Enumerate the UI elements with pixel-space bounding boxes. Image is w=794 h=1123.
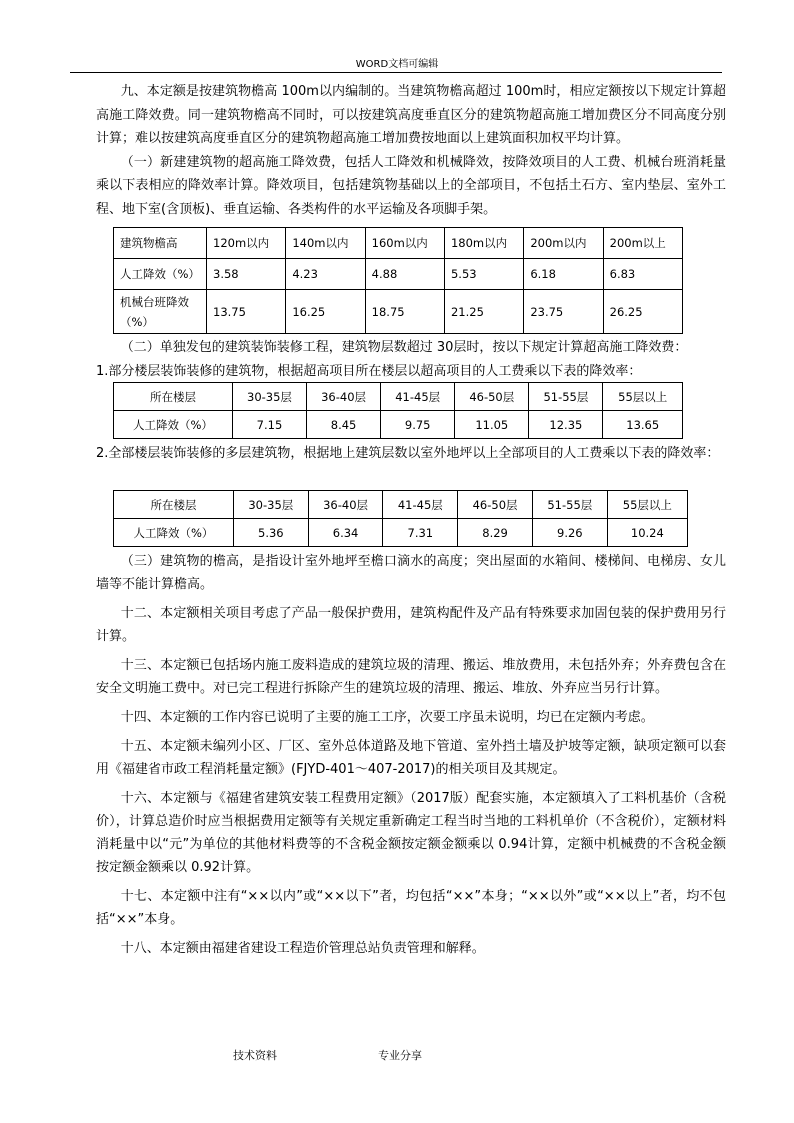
- page-header: WORD文档可编辑: [355, 59, 439, 70]
- table-cell: 7.31: [383, 519, 458, 547]
- paragraph-13: 十三、本定额已包括场内施工废料造成的建筑垃圾的清理、搬运、堆放费用，未包括外弃；外弃费包含在安全文明施工费中。对已完工程进行拆除产生的建筑垃圾的清理、搬运、堆放、外弃应当另行计算。: [96, 658, 726, 696]
- document-body-2: [96, 336, 726, 383]
- table-cell: 建筑物檐高: [114, 228, 207, 259]
- paragraph-14: 十四、本定额的工作内容已说明了主要的施工工序，次要工序虽未说明，均已在定额内考虑。: [120, 710, 654, 725]
- footer-left: 技术资料: [233, 1049, 277, 1062]
- table-cell: 6.83: [603, 259, 682, 290]
- table-cell: 46-50层: [455, 383, 529, 411]
- table-cell: 41-45层: [381, 383, 455, 411]
- paragraph-12: 十二、本定额相关项目考虑了产品一般保护费用，建筑构配件及产品有特殊要求加固包装的保护费用另行计算。: [96, 606, 726, 644]
- table-cell: 36-40层: [307, 383, 381, 411]
- table-cell: 8.29: [458, 519, 533, 547]
- table-cell: 51-55层: [529, 383, 603, 411]
- table-cell: 5.53: [444, 259, 523, 290]
- table-cell: 18.75: [365, 290, 444, 334]
- table-row: [114, 519, 688, 547]
- paragraph-9-2-1: 1.部分楼层装饰装修的建筑物，根据超高项目所在楼层以超高项目的人工费乘以下表的降效率：: [96, 363, 642, 379]
- table-cell: 200m以内: [524, 228, 603, 259]
- table-cell: 机械台班降效（%）: [114, 290, 207, 334]
- table-cell: 46-50层: [458, 491, 533, 519]
- table-row: [114, 259, 683, 290]
- paragraph-9: 九、本定额是按建筑物檐高 100m以内编制的。当建筑物檐高超过 100m时，相应定额按以下规定计算超高施工降效费。同一建筑物檐高不同时，可以按建筑高度垂直区分的建筑物超高施工增加费区分不同高度分别计算；难以按建筑高度垂直区分的建筑物超高施工增加费按地面以上建筑面积加权平均计算。: [96, 84, 726, 146]
- table-row: [114, 228, 683, 259]
- table-cell: 4.88: [365, 259, 444, 290]
- table-cell: 16.25: [286, 290, 365, 334]
- table-row: [114, 491, 688, 519]
- table-cell: 6.18: [524, 259, 603, 290]
- paragraph-9-1: （一）新建建筑物的超高施工降效费，包括人工降效和机械降效，按降效项目的人工费、机械台班消耗量乘以下表相应的降效率计算。降效项目，包括建筑物基础以上的全部项目，不包括土石方、室内垫层、室外工程、地下室(含顶板)、垂直运输、各类构件的水平运输及各项脚手架。: [96, 154, 726, 217]
- table-cell: 55层以上: [603, 383, 683, 411]
- document-body-3: [96, 442, 726, 466]
- table-cell: 5.36: [233, 519, 308, 547]
- table-cell: 人工降效（%）: [114, 259, 207, 290]
- table-cell: 11.05: [455, 411, 529, 439]
- table-cell: 人工降效（%）: [114, 411, 233, 439]
- height-reduction-table: [113, 227, 683, 334]
- table-cell: 160m以内: [365, 228, 444, 259]
- table-cell: 所在楼层: [114, 383, 233, 411]
- table-cell: 180m以内: [444, 228, 523, 259]
- table-cell: 55层以上: [607, 491, 687, 519]
- table-cell: 9.75: [381, 411, 455, 439]
- table-cell: 30-35层: [232, 383, 306, 411]
- table-cell: 12.35: [529, 411, 603, 439]
- table-cell: 36-40层: [308, 491, 383, 519]
- table-cell: 30-35层: [233, 491, 308, 519]
- table-cell: 3.58: [207, 259, 286, 290]
- table-cell: 120m以内: [207, 228, 286, 259]
- paragraph-9-3: （三）建筑物的檐高，是指设计室外地坪至檐口滴水的高度；突出屋面的水箱间、楼梯间、电梯房、女儿墙等不能计算檐高。: [96, 554, 726, 592]
- paragraph-18: 十八、本定额由福建省建设工程造价管理总站负责管理和解释。: [120, 941, 485, 956]
- table-cell: 9.26: [532, 519, 607, 547]
- table-row: [114, 290, 683, 334]
- paragraph-16: 十六、本定额与《福建省建筑安装工程费用定额》（2017版）配套实施，本定额填入了工料机基价（含税价），计算总造价时应当根据费用定额等有关规定重新确定工程当时当地的工料机单价（不含税价），定额材料消耗量中以“元”为单位的其他材料费等的不含税金额按定额金额乘以 0.94计算，定额中机械费的不含税金额按定额金额乘以 0.92计算。: [96, 791, 726, 875]
- table-cell: 26.25: [603, 290, 682, 334]
- table-cell: 4.23: [286, 259, 365, 290]
- paragraph-9-2: （二）单独发包的建筑装饰装修工程，建筑物层数超过 30层时，按以下规定计算超高施工降效费：: [120, 340, 688, 355]
- document-body: [96, 80, 726, 221]
- table-row: [114, 411, 683, 439]
- table-cell: 10.24: [607, 519, 687, 547]
- footer-right: 专业分享: [378, 1049, 422, 1062]
- table-cell: 人工降效（%）: [114, 519, 234, 547]
- header-rule: [70, 72, 722, 73]
- partial-floor-table: [113, 382, 683, 439]
- table-cell: 41-45层: [383, 491, 458, 519]
- table-cell: 51-55层: [532, 491, 607, 519]
- table-cell: 8.45: [307, 411, 381, 439]
- paragraph-9-2-2: 2.全部楼层装饰装修的多层建筑物，根据地上建筑层数以室外地坪以上全部项目的人工费乘以下表的降效率：: [96, 446, 720, 461]
- table-cell: 200m以上: [603, 228, 682, 259]
- full-floor-table: [113, 490, 688, 547]
- table-cell: 13.75: [207, 290, 286, 334]
- table-cell: 13.65: [603, 411, 683, 439]
- table-row: [114, 383, 683, 411]
- paragraph-17: 十七、本定额中注有“××以内”或“××以下”者，均包括“××”本身；“××以外”或“××以上”者，均不包括“××”本身。: [96, 889, 726, 927]
- table-cell: 140m以内: [286, 228, 365, 259]
- table-cell: 21.25: [444, 290, 523, 334]
- document-body-4: [96, 550, 726, 960]
- paragraph-15: 十五、本定额未编列小区、厂区、室外总体道路及地下管道、室外挡土墙及护坡等定额，缺项定额可以套用《福建省市政工程消耗量定额》(FJYD-401～407-2017)的相关项目及其规定。: [96, 739, 726, 777]
- table-cell: 所在楼层: [114, 491, 234, 519]
- table-cell: 6.34: [308, 519, 383, 547]
- table-cell: 7.15: [232, 411, 306, 439]
- table-cell: 23.75: [524, 290, 603, 334]
